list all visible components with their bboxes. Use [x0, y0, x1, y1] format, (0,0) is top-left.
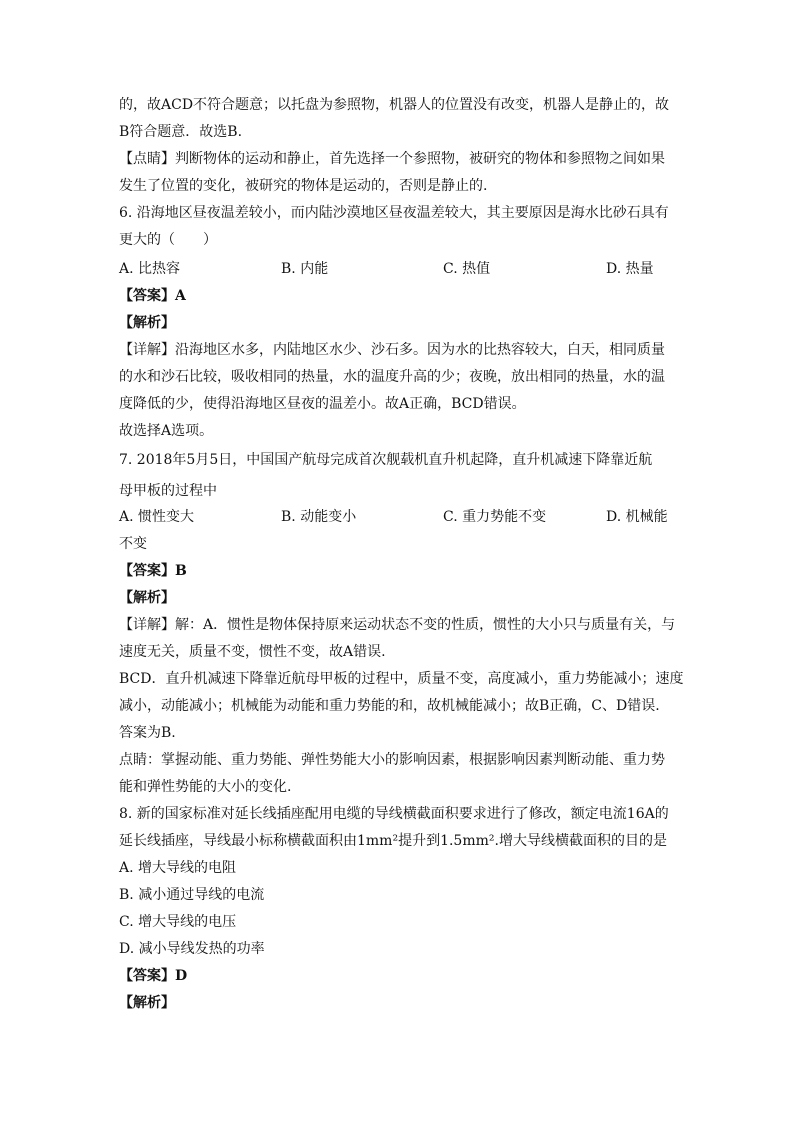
- question-8: 8. 新的国家标准对延长线插座配用电缆的导线横截面积要求进行了修改，额定电流16A的: [119, 806, 669, 822]
- text-line: 发生了位置的变化，被研究的物体是运动的，否则是静止的.: [119, 178, 488, 194]
- q6-option-d: D. 热量: [606, 261, 654, 277]
- text-line: 减小，动能减小；机械能为动能和重力势能的和，故机械能减小；故B正确，C、D错误.: [119, 698, 660, 714]
- q8-option-c: C. 增大导线的电压: [119, 914, 237, 930]
- analysis-label: 【解析】: [119, 315, 175, 331]
- text-line: 不变: [119, 536, 147, 552]
- text-line: 【详解】沿海地区水多，内陆地区水少、沙石多。因为水的比热容较大，白天，相同质量: [119, 342, 665, 358]
- q6-option-c: C. 热值: [443, 261, 491, 277]
- text-line: 的水和沙石比较，吸收相同的热量，水的温度升高的少；夜晚，放出相同的热量，水的温: [119, 369, 665, 385]
- q7-option-b: B. 动能变小: [281, 509, 357, 525]
- q8-option-d: D. 减小导线发热的功率: [119, 941, 265, 957]
- analysis-label: 【解析】: [119, 995, 175, 1011]
- q6-option-a: A. 比热容: [119, 261, 181, 277]
- text-line: 故选择A选项。: [119, 423, 214, 439]
- q8-option-b: B. 减小通过导线的电流: [119, 887, 265, 903]
- answer-label: 【答案】B: [119, 563, 187, 579]
- question-6: 6. 沿海地区昼夜温差较小，而内陆沙漠地区昼夜温差较大，其主要原因是海水比砂石具有: [119, 205, 669, 221]
- text-line: 答案为B.: [119, 725, 176, 741]
- q6-option-b: B. 内能: [281, 261, 329, 277]
- question-7: 7. 2018年5月5日，中国国产航母完成首次舰载机直升机起降，直升机减速下降靠近航: [119, 452, 653, 468]
- text-line: 【详解】解：A．惯性是物体保持原来运动状态不变的性质，惯性的大小只与质量有关，与: [119, 617, 676, 633]
- text-line: BCD．直升机减速下降靠近航母甲板的过程中，质量不变，高度减小，重力势能减小；速度: [119, 671, 684, 687]
- text-line: B符合题意．故选B.: [119, 124, 243, 140]
- text-line: 的，故ACD不符合题意；以托盘为参照物，机器人的位置没有改变，机器人是静止的，故: [119, 97, 670, 113]
- text-line: 能和弹性势能的大小的变化.: [119, 779, 292, 795]
- answer-label: 【答案】D: [119, 968, 188, 984]
- analysis-label: 【解析】: [119, 590, 175, 606]
- q7-option-c: C. 重力势能不变: [443, 509, 547, 525]
- q8-option-a: A. 增大导线的电阻: [119, 860, 237, 876]
- text-line: 速度无关，质量不变，惯性不变，故A错误.: [119, 644, 386, 660]
- q7-option-a: A. 惯性变大: [119, 509, 195, 525]
- text-line: 度降低的少，使得沿海地区昼夜的温差小。故A正确，BCD错误。: [119, 396, 526, 412]
- text-line: 母甲板的过程中: [119, 483, 217, 499]
- text-line: 【点睛】判断物体的运动和静止，首先选择一个参照物，被研究的物体和参照物之间如果: [119, 151, 665, 167]
- text-line: 延长线插座，导线最小标称横截面积由1mm²提升到1.5mm².增大导线横截面积的目的是: [119, 833, 667, 849]
- text-line: 更大的（ ）: [119, 232, 217, 248]
- answer-label: 【答案】A: [119, 288, 186, 304]
- q7-option-d: D. 机械能: [606, 509, 668, 525]
- text-line: 点睛：掌握动能、重力势能、弹性势能大小的影响因素，根据影响因素判断动能、重力势: [119, 752, 665, 768]
